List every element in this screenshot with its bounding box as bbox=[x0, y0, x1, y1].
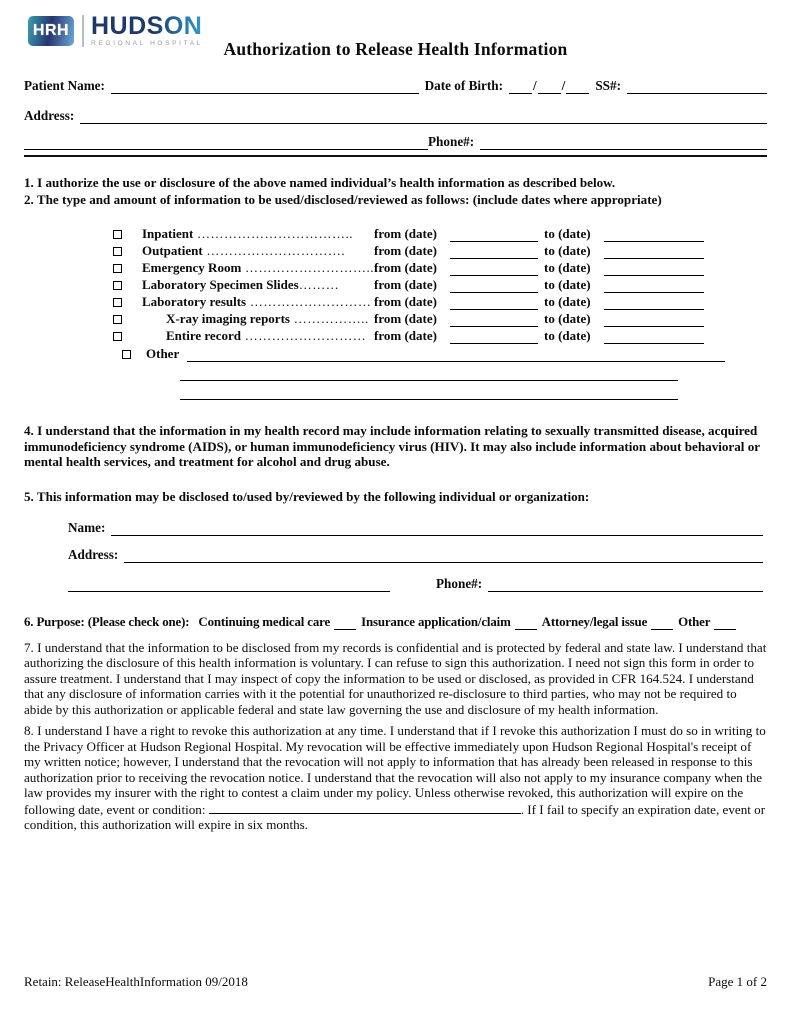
purpose-label: 6. Purpose: (Please check one): bbox=[24, 614, 190, 629]
section-5-text: 5. This information may be disclosed to/used by/reviewed by the following individual or organization: bbox=[24, 488, 590, 504]
address-blank-line2[interactable] bbox=[24, 135, 428, 150]
recipient-address-blank[interactable] bbox=[124, 548, 763, 563]
section-4-text: 4. I understand that the information in my health record may include information relating to sexually transmitted disease, acquired immunodeficiency syndrome (AIDS), or human immunodeficiency virus (HIV). It may also include information about behavioral or mental health services, and treatment for alcohol and drug abuse. bbox=[24, 423, 760, 469]
ssn-blank[interactable] bbox=[627, 79, 767, 94]
purpose-option-continuing-care: Continuing medical care bbox=[198, 614, 331, 629]
to-date-label: to (date) bbox=[544, 277, 591, 292]
hospital-logo bbox=[28, 14, 203, 48]
other-blank-line1[interactable] bbox=[187, 347, 725, 362]
address-label: Address: bbox=[24, 108, 75, 123]
to-date-label: to (date) bbox=[544, 328, 591, 343]
page-header bbox=[24, 12, 767, 64]
record-row-emergency-room bbox=[113, 259, 767, 276]
section-8-body: 8. I understand I have a right to revoke this authorization at any time. I understand that if I revoke this authorization I must do so in writing to the Privacy Officer at Hudson Regional Hospital. My revocation will be effective immediately upon Hudson Regional Hospital's receipt of my written notice; however, I understand that the revocation will not apply to information that has already been released in response to this authorization prior to receiving the revocation notice. I understand that the revocation will also not apply to my insurance company when the law provides my insurer with the right to contest a claim under my policy. Unless otherwise revoked, this authorization will expire on the following date, event or condition: bbox=[24, 723, 766, 817]
emergency-room-checkbox[interactable] bbox=[113, 264, 122, 273]
recipient-address-label: Address: bbox=[68, 546, 119, 562]
purpose-continuing-care-blank[interactable] bbox=[334, 615, 356, 630]
record-row-lab-results bbox=[113, 293, 767, 310]
purpose-option-other: Other bbox=[678, 614, 711, 629]
recipient-name-row bbox=[68, 518, 763, 536]
record-label: Outpatient …………………………. bbox=[142, 243, 346, 258]
to-date-blank[interactable] bbox=[604, 329, 704, 344]
recipient-address-row bbox=[68, 545, 763, 563]
to-date-label: to (date) bbox=[544, 243, 591, 258]
from-date-label: from (date) bbox=[374, 260, 437, 275]
record-row-inpatient bbox=[113, 225, 767, 242]
to-date-label: to (date) bbox=[544, 260, 591, 275]
from-date-blank[interactable] bbox=[450, 261, 538, 276]
to-date-blank[interactable] bbox=[604, 244, 704, 259]
patient-name-label: Patient Name: bbox=[24, 78, 105, 93]
dot-leader: …………………………….. bbox=[193, 226, 354, 241]
to-date-blank[interactable] bbox=[604, 261, 704, 276]
purpose-other-blank[interactable] bbox=[714, 615, 736, 630]
page-footer bbox=[24, 974, 767, 990]
from-date-blank[interactable] bbox=[450, 278, 538, 293]
form-title: Authorization to Release Health Information bbox=[223, 39, 568, 59]
from-date-label: from (date) bbox=[374, 328, 437, 343]
to-date-label: to (date) bbox=[544, 311, 591, 326]
to-date-label: to (date) bbox=[544, 226, 591, 241]
dot-leader: …………………………. bbox=[202, 243, 346, 258]
inpatient-checkbox[interactable] bbox=[113, 230, 122, 239]
to-date-blank[interactable] bbox=[604, 278, 704, 293]
record-row-outpatient bbox=[113, 242, 767, 259]
from-date-label: from (date) bbox=[374, 277, 437, 292]
section-8-tail: . If I fail to specify an expiration date, event or condition, this authorization will expire in six months. bbox=[24, 801, 766, 832]
to-date-blank[interactable] bbox=[604, 227, 704, 242]
recipient-phone-row bbox=[68, 574, 763, 592]
from-date-label: from (date) bbox=[374, 226, 437, 241]
recipient-phone-blank[interactable] bbox=[488, 577, 763, 592]
purpose-row bbox=[24, 612, 767, 630]
logo-text bbox=[91, 14, 203, 48]
recipient-name-label: Name: bbox=[68, 519, 106, 535]
lab-results-checkbox[interactable] bbox=[113, 298, 122, 307]
record-type-list bbox=[24, 225, 767, 400]
section-2-text: 2. The type and amount of information to be used/disclosed/reviewed as follows: (include dates where appropriate) bbox=[24, 192, 662, 207]
record-row-entire-record bbox=[113, 327, 767, 344]
purpose-option-attorney: Attorney/legal issue bbox=[541, 614, 648, 629]
dot-leader: ……………………… bbox=[240, 328, 367, 343]
recipient-address-blank-line2[interactable] bbox=[68, 577, 390, 592]
record-row-lab-specimen-slides bbox=[113, 276, 767, 293]
from-date-blank[interactable] bbox=[450, 295, 538, 310]
record-row-xray-imaging bbox=[113, 310, 767, 327]
to-date-label: to (date) bbox=[544, 294, 591, 309]
from-date-label: from (date) bbox=[374, 311, 437, 326]
recipient-block bbox=[68, 518, 763, 592]
section-7-text: 7. I understand that the information to be disclosed from my records is confidential and is protected by federal and state law. I understand that authorizing the disclosure of this health information is voluntary. I can refuse to sign this authorization. I need not sign this form in order to assure treatment. I understand that I may inspect of copy the information to be used or disclosed, as provided in CFR 164.524. I understand that any disclosure of information carries with it the potential for unauthorized re-disclosure to third parties, who may not be required to abide by this authorization or applicable federal and state law governing the use and disclosure of my health information. bbox=[24, 639, 767, 717]
address-blank[interactable] bbox=[80, 109, 767, 124]
header-separator-rule bbox=[24, 155, 767, 157]
page-number: Page 1 of 2 bbox=[708, 974, 767, 989]
dob-slash: / bbox=[533, 78, 537, 93]
logo-divider bbox=[82, 15, 84, 47]
retain-note: Retain: ReleaseHealthInformation 09/2018 bbox=[24, 974, 248, 989]
lab-specimen-slides-checkbox[interactable] bbox=[113, 281, 122, 290]
dot-leader: ……………………….. bbox=[241, 260, 374, 275]
recipient-name-blank[interactable] bbox=[111, 521, 763, 536]
expiration-condition-blank[interactable] bbox=[209, 801, 521, 814]
recipient-phone-label: Phone#: bbox=[436, 575, 483, 591]
from-date-blank[interactable] bbox=[450, 244, 538, 259]
outpatient-checkbox[interactable] bbox=[113, 247, 122, 256]
purpose-attorney-blank[interactable] bbox=[651, 615, 673, 630]
hospital-name: HUDSON bbox=[91, 12, 203, 40]
from-date-blank[interactable] bbox=[450, 312, 538, 327]
dot-leader: …………….. bbox=[289, 311, 369, 326]
from-date-blank[interactable] bbox=[450, 227, 538, 242]
other-blank-line2[interactable] bbox=[180, 363, 678, 381]
patient-phone-row bbox=[24, 132, 767, 150]
patient-address-row bbox=[24, 106, 767, 124]
record-label: Emergency Room ……………………….. bbox=[142, 260, 374, 275]
purpose-insurance-blank[interactable] bbox=[515, 615, 537, 630]
dot-leader: ……………………… bbox=[246, 294, 372, 309]
hrh-logo-badge-icon: HRH bbox=[28, 16, 74, 46]
purpose-option-insurance: Insurance application/claim bbox=[361, 614, 511, 629]
phone-label: Phone#: bbox=[428, 134, 475, 149]
intro-section bbox=[24, 174, 767, 208]
section-8-text bbox=[24, 723, 767, 833]
other-blank-line3[interactable] bbox=[180, 382, 678, 400]
other-label: Other bbox=[146, 346, 180, 361]
record-row-other bbox=[122, 344, 725, 362]
dot-leader: ……… bbox=[298, 277, 340, 292]
dob-slash: / bbox=[561, 78, 566, 93]
patient-name-blank[interactable] bbox=[111, 79, 419, 94]
to-date-blank[interactable] bbox=[604, 295, 704, 310]
to-date-blank[interactable] bbox=[604, 312, 704, 327]
xray-imaging-checkbox[interactable] bbox=[113, 315, 122, 324]
from-date-label: from (date) bbox=[374, 243, 437, 258]
entire-record-checkbox[interactable] bbox=[113, 332, 122, 341]
other-checkbox[interactable] bbox=[122, 350, 131, 359]
hospital-tagline: REGIONAL HOSPITAL bbox=[91, 40, 203, 47]
dob-year-blank[interactable] bbox=[566, 79, 589, 94]
ssn-label: SS#: bbox=[595, 78, 621, 93]
record-label: Entire record ……………………… bbox=[166, 328, 367, 343]
section-1-text: 1. I authorize the use or disclosure of the above named individual’s health information as described below. bbox=[24, 175, 616, 190]
dob-day-blank[interactable] bbox=[538, 79, 561, 94]
record-label: X-ray imaging reports …………….. bbox=[166, 311, 369, 326]
record-label: Laboratory Specimen Slides……… bbox=[142, 277, 340, 292]
record-label: Laboratory results ……………………… bbox=[142, 294, 372, 309]
dob-label: Date of Birth: bbox=[424, 78, 503, 93]
phone-blank[interactable] bbox=[480, 135, 767, 150]
record-label: Inpatient …………………………….. bbox=[142, 226, 354, 241]
from-date-label: from (date) bbox=[374, 294, 437, 309]
dob-month-blank[interactable] bbox=[509, 79, 532, 94]
from-date-blank[interactable] bbox=[450, 329, 538, 344]
patient-identity-row bbox=[24, 76, 767, 94]
